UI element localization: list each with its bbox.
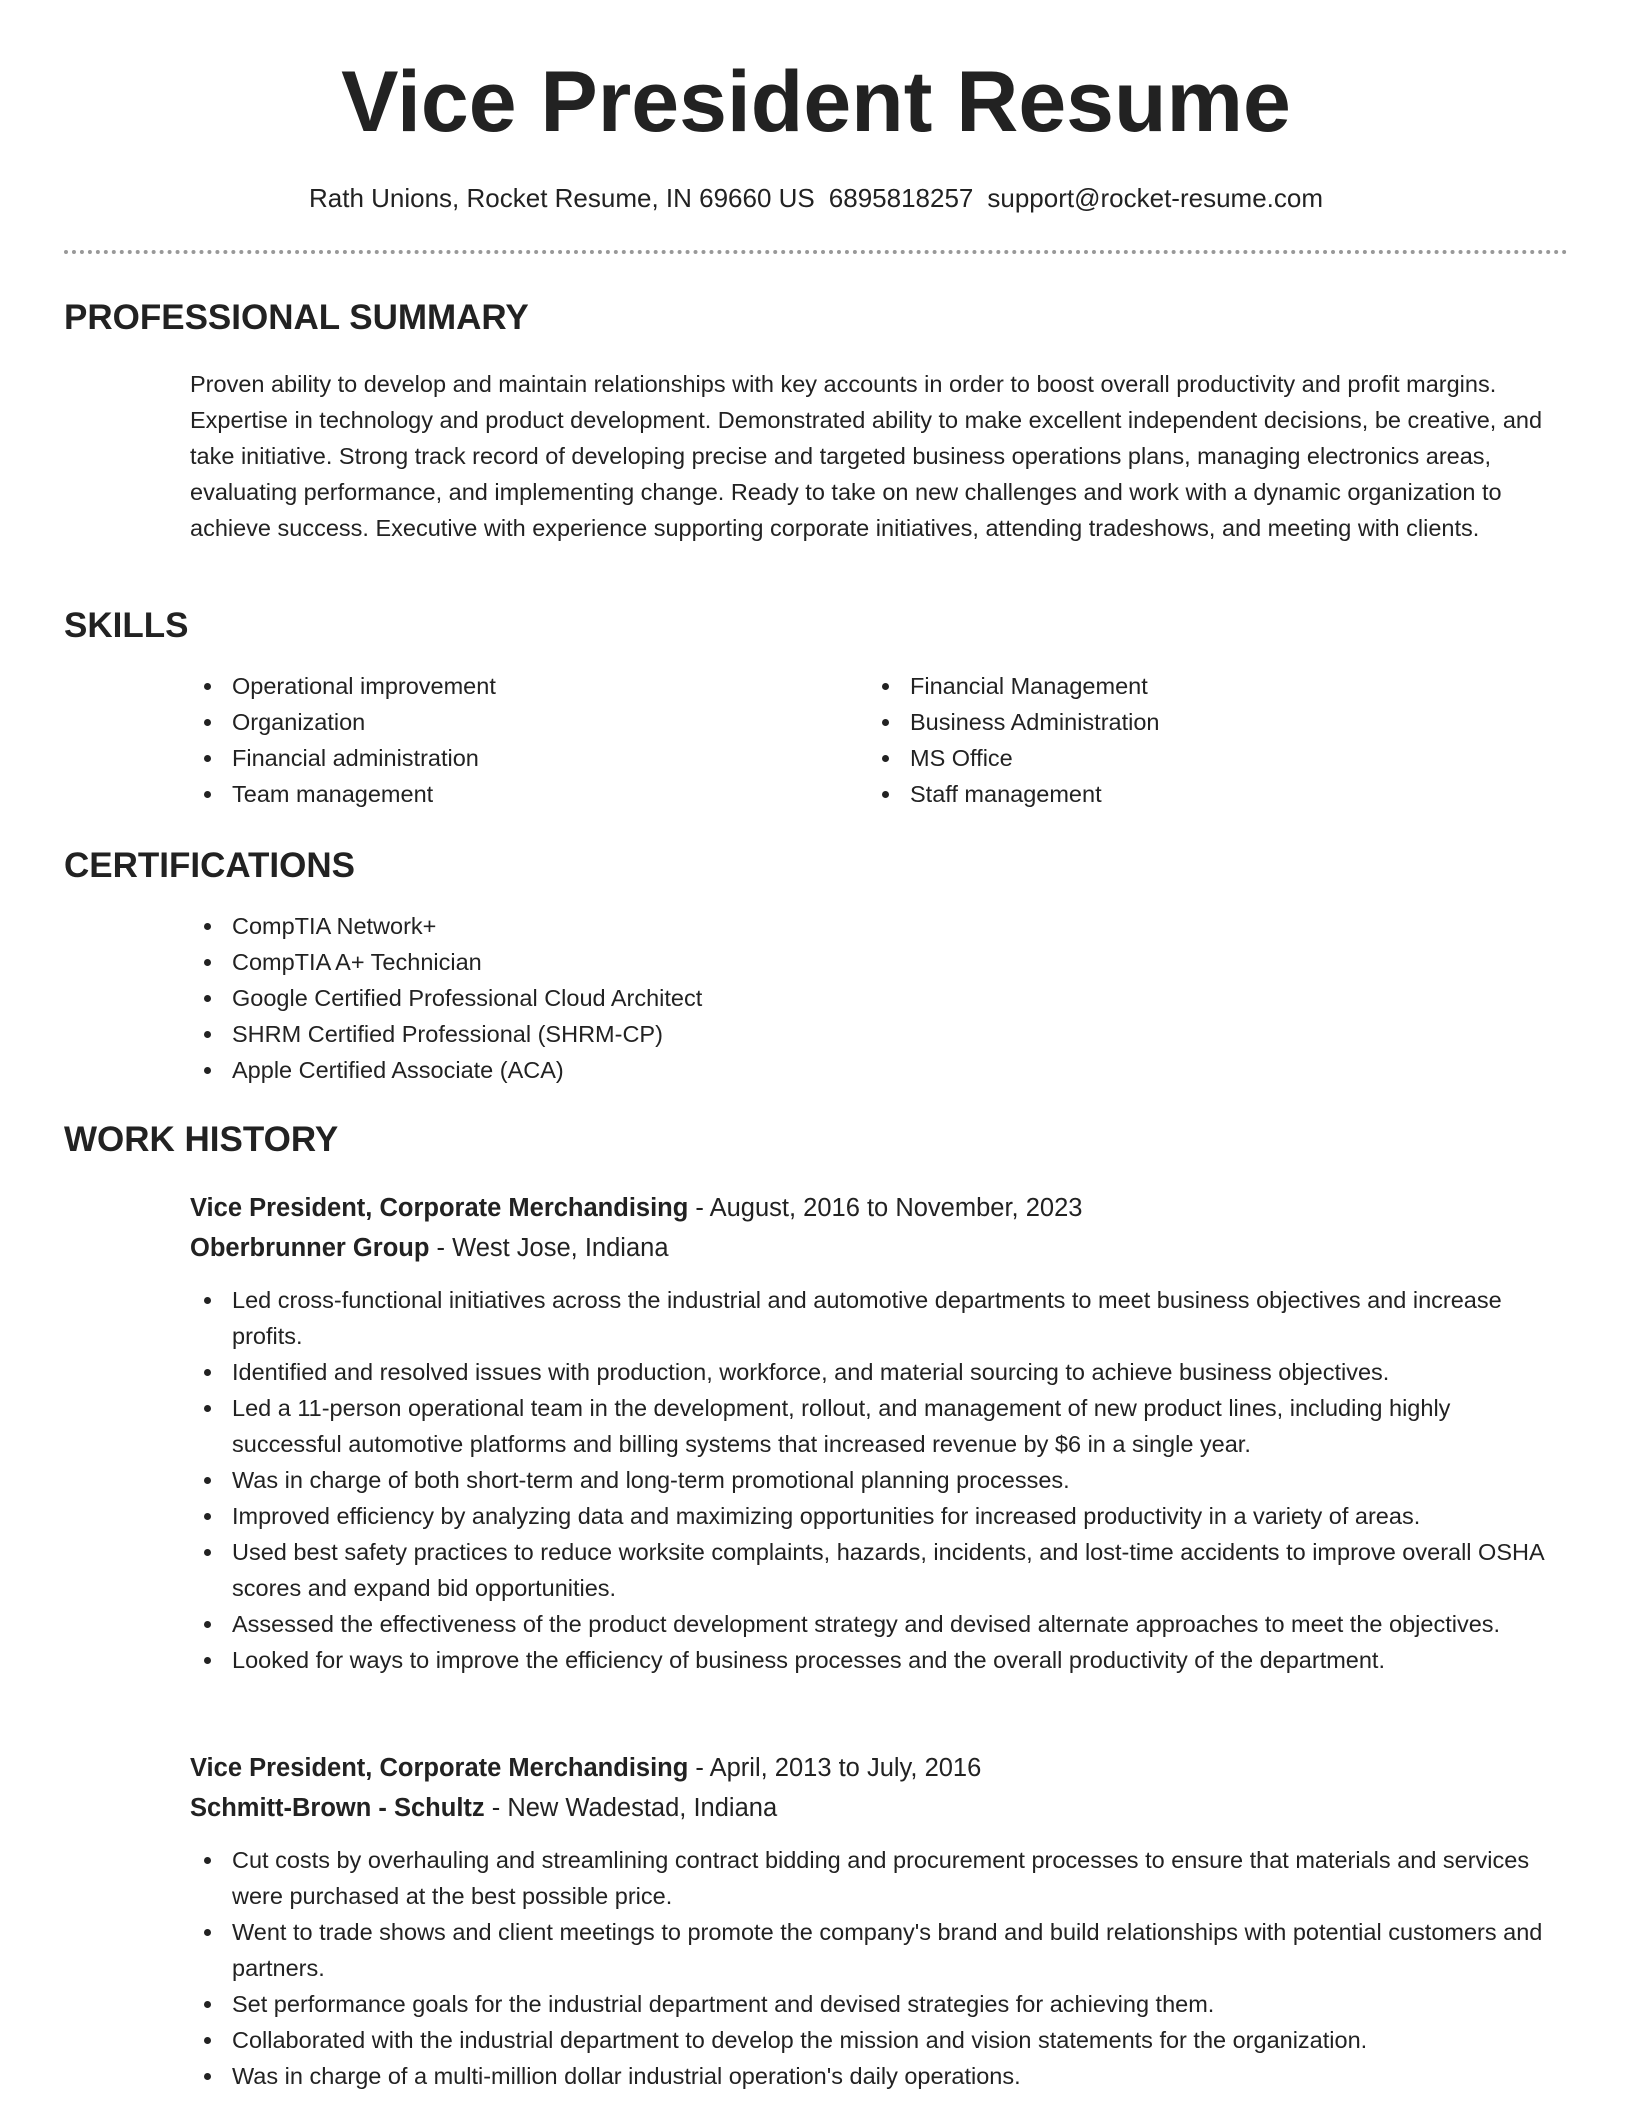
resume-title: Vice President Resume xyxy=(341,54,1291,150)
skill-item: Organization xyxy=(188,704,828,740)
contact-phone: 6895818257 xyxy=(828,183,974,213)
skill-item: Team management xyxy=(188,776,828,812)
skill-item: Financial Management xyxy=(866,668,1506,704)
summary-text: Proven ability to develop and maintain relationships with key accounts in order to boost overall productivity and profit margins. Expertise in technology and product development. Demonstrated ability to make excellent independent decisions, be creative, and take initiative. Strong track record of developing precise and targeted business operations plans, managing electronics areas, evaluating performance, and implementing change. Ready to take on new challenges and work with a dynamic organization to achieve success. Executive with experience supporting corporate initiatives, attending tradeshows, and meeting with clients. xyxy=(190,371,1543,541)
certification-item: SHRM Certified Professional (SHRM-CP) xyxy=(188,1016,1488,1052)
contact-line xyxy=(0,180,1632,216)
job-bullet: Collaborated with the industrial department to develop the mission and vision statements for the organization. xyxy=(188,2022,1564,2058)
skill-item: MS Office xyxy=(866,740,1506,776)
job-bullet: Was in charge of a multi-million dollar industrial operation's daily operations. xyxy=(188,2058,1564,2094)
job-dates: - April, 2013 to July, 2016 xyxy=(688,1754,982,1782)
job-bullet: Looked for ways to improve the efficiency of business processes and the overall productivity of the department. xyxy=(188,1642,1564,1678)
job-company-line xyxy=(190,1230,669,1266)
job-location: - New Wadestad, Indiana xyxy=(484,1794,778,1822)
job-bullet: Assessed the effectiveness of the product development strategy and devised alternate approaches to meet the objectives. xyxy=(188,1606,1564,1642)
contact-address: Rath Unions, Rocket Resume, IN 69660 US xyxy=(308,183,815,213)
job-bullets xyxy=(188,1282,1564,1678)
job-bullet: Improved efficiency by analyzing data and maximizing opportunities for increased productivity in a variety of areas. xyxy=(188,1498,1564,1534)
header-divider xyxy=(64,250,1568,254)
job-bullet: Set performance goals for the industrial department and devised strategies for achieving them. xyxy=(188,1986,1564,2022)
job-bullet: Used best safety practices to reduce worksite complaints, hazards, incidents, and lost-time accidents to improve overall OSHA scores and expand bid opportunities. xyxy=(188,1534,1564,1606)
job-location: - West Jose, Indiana xyxy=(429,1234,669,1262)
job-bullet: Was in charge of both short-term and long-term promotional planning processes. xyxy=(188,1462,1564,1498)
certification-item: Apple Certified Associate (ACA) xyxy=(188,1052,1488,1088)
skill-item: Staff management xyxy=(866,776,1506,812)
job-bullet: Identified and resolved issues with production, workforce, and material sourcing to achieve business objectives. xyxy=(188,1354,1564,1390)
job-bullet: Led a 11-person operational team in the development, rollout, and management of new product lines, including highly successful automotive platforms and billing systems that increased revenue by $6 in a single year. xyxy=(188,1390,1564,1462)
job-dates: - August, 2016 to November, 2023 xyxy=(688,1194,1083,1222)
skill-item: Operational improvement xyxy=(188,668,828,704)
certification-item: Google Certified Professional Cloud Architect xyxy=(188,980,1488,1016)
skill-item: Business Administration xyxy=(866,704,1506,740)
job-bullet: Went to trade shows and client meetings to promote the company's brand and build relationships with potential customers and partners. xyxy=(188,1914,1564,1986)
section-heading-skills: SKILLS xyxy=(64,606,189,645)
job-company: Oberbrunner Group xyxy=(190,1234,430,1262)
certifications-list xyxy=(188,908,1488,1088)
section-heading-work-history: WORK HISTORY xyxy=(64,1120,339,1159)
job-title: Vice President, Corporate Merchandising xyxy=(190,1754,689,1782)
job-title-line xyxy=(190,1750,981,1786)
job-bullets xyxy=(188,1842,1564,2094)
contact-email: support@rocket-resume.com xyxy=(987,183,1324,213)
certification-item: CompTIA Network+ xyxy=(188,908,1488,944)
job-title-line xyxy=(190,1190,1082,1226)
skills-list-left xyxy=(188,668,828,812)
job-bullet: Led cross-functional initiatives across the industrial and automotive departments to meet business objectives and increase profits. xyxy=(188,1282,1564,1354)
job-company-line xyxy=(190,1790,777,1826)
skill-item: Financial administration xyxy=(188,740,828,776)
certification-item: CompTIA A+ Technician xyxy=(188,944,1488,980)
job-bullet: Cut costs by overhauling and streamlining contract bidding and procurement processes to ensure that materials and services were purchased at the best possible price. xyxy=(188,1842,1564,1914)
section-heading-summary: PROFESSIONAL SUMMARY xyxy=(64,298,529,337)
job-title: Vice President, Corporate Merchandising xyxy=(190,1194,689,1222)
skills-list-right xyxy=(866,668,1506,812)
section-heading-certifications: CERTIFICATIONS xyxy=(64,846,356,885)
job-company: Schmitt-Brown - Schultz xyxy=(190,1794,485,1822)
